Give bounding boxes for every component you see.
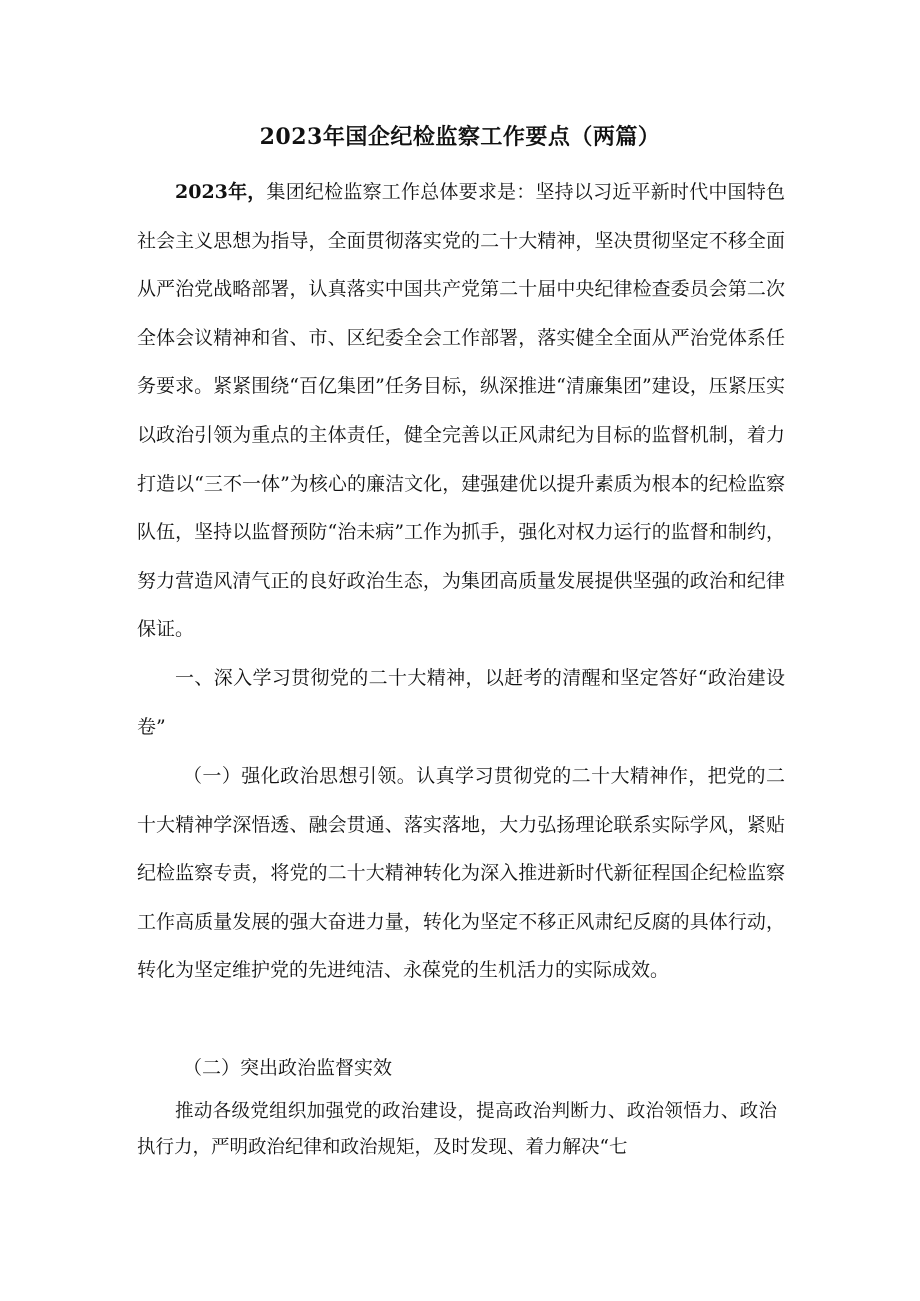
intro-paragraph xyxy=(137,168,785,654)
document-title: 2023年国企纪检监察工作要点（两篇） xyxy=(259,124,661,150)
subsection-2-body: 推动各级党组织加强党的政治建设，提高政治判断力、政治领悟力、政治执行力，严明政治纪律和政治规矩，及时发现、着力解决“七 xyxy=(137,1101,777,1158)
subsection-1-paragraph: （一）强化政治思想引领。认真学习贯彻党的二十大精神作，把党的二十大精神学深悟透、融会贯通、落实落地，大力弘扬理论联系实际学风，紧贴纪检监察专责，将党的二十大精神转化为深入推进新时代新征程国企纪检监察工作高质量发展的强大奋进力量，转化为坚定不移正风肃纪反腐的具体行动，转化为坚定维护党的先进纯洁、永葆党的生机活力的实际成效。 xyxy=(137,765,785,982)
section-heading-1: 一、深入学习贯彻党的二十大精神，以赶考的清醒和坚定答好“政治建设卷” xyxy=(137,667,785,738)
subsection-2-heading: （二）突出政治监督实效 xyxy=(183,1057,393,1079)
intro-year-lead: 2023年， xyxy=(175,181,267,203)
intro-text: 集团纪检监察工作总体要求是：坚持以习近平新时代中国特色社会主义思想为指导，全面贯彻落实党的二十大精神，坚决贯彻坚定不移全面从严治党战略部署，认真落实中国共产党第二十届中央纪律检查委员会第二次全体会议精神和省、市、区纪委全会工作部署，落实健全全面从严治党体系任务要求。紧紧围绕“百亿集团”任务目标，纵深推进“清廉集团”建设，压紧压实以政治引领为重点的主体责任，健全完善以正风肃纪为目标的监督机制，着力打造以“三不一体”为核心的廉洁文化，建强建优以提升素质为根本的纪检监察队伍，坚持以监督预防“治未病”工作为抓手，强化对权力运行的监督和制约，努力营造风清气正的良好政治生态，为集团高质量发展提供坚强的政治和纪律保证。 xyxy=(137,181,785,641)
